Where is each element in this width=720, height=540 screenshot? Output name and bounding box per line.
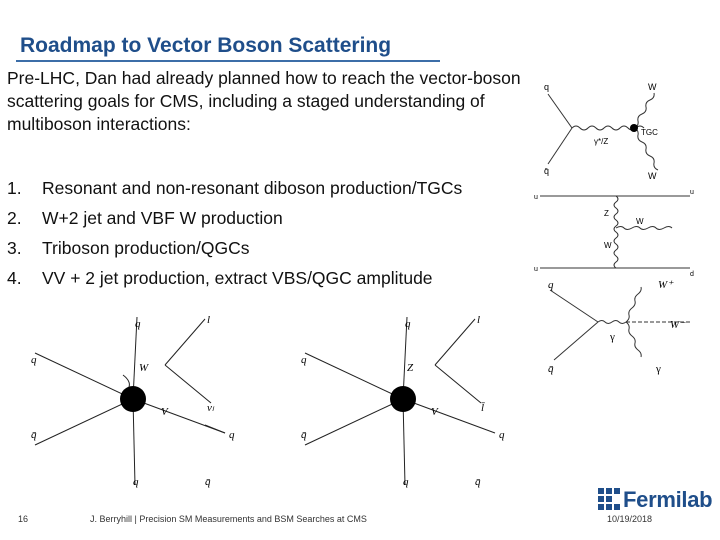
qgc-antiquark-label: q̄ <box>548 363 554 375</box>
zjj-quark-in-label: q <box>301 354 307 366</box>
roadmap-item <box>7 173 462 203</box>
vbf-quark-in-label: u <box>534 194 538 201</box>
item-text: Resonant and non-resonant diboson production/TGCs <box>42 178 463 198</box>
wjj-quark-bottom-label: q <box>133 476 139 488</box>
vbf-z-label: Z <box>604 209 609 218</box>
wjj-antiquark-in-label: q̄ <box>31 429 37 441</box>
roadmap-item <box>7 203 462 233</box>
tgc-vertex-label: TGC <box>641 128 658 137</box>
qgc-gamma-out-label: γ <box>656 363 661 375</box>
vbf-w-feynman-diagram <box>532 188 700 276</box>
fermilab-mark-icon <box>598 488 620 512</box>
wjj-w-label: W <box>139 362 149 374</box>
qgc-wplus-label: W⁺ <box>658 279 673 291</box>
vbf-quark-out-label: u <box>690 189 694 196</box>
zjj-antiquark-bottom-label: q̄ <box>475 476 481 488</box>
tgc-w-bottom-label: W <box>648 171 657 181</box>
tgc-w-top-label: W <box>648 82 657 92</box>
zjj-quark-bottom-label: q <box>403 476 409 488</box>
wjj-feynman-diagram <box>25 305 255 495</box>
vbf-w2-label: W <box>604 241 612 250</box>
item-text: W+2 jet and VBF W production <box>42 208 283 228</box>
item-number: 3. <box>7 238 22 258</box>
qgc-quark-label: q <box>548 279 554 291</box>
roadmap-item <box>7 263 462 293</box>
wjj-lepton-label: l <box>207 314 211 326</box>
footer-credit: J. Berryhill | Precision SM Measurements and BSM Searches at CMS <box>90 514 367 524</box>
fermilab-wordmark: Fermilab <box>623 487 713 512</box>
wjj-antiquark-bottom-label: q̄ <box>205 476 211 488</box>
intro-paragraph: Pre-LHC, Dan had already planned how to reach the vector-boson scattering goals for CMS, including a staged understanding of multiboson interactions: <box>7 68 521 134</box>
wjj-quark-top-label: q <box>135 318 141 330</box>
slide-title: Roadmap to Vector Boson Scattering <box>20 34 392 57</box>
wjj-quark-right-label: q <box>229 429 235 441</box>
item-text: VV + 2 jet production, extract VBS/QGC amplitude <box>42 268 433 288</box>
vbf-w1-label: W <box>636 217 644 226</box>
title-underline <box>16 60 440 62</box>
vbf-antiquark-out-label: d <box>690 271 694 276</box>
item-number: 1. <box>7 178 22 198</box>
tgc-feynman-diagram <box>538 76 668 186</box>
zjj-quark-top-label: q <box>405 318 411 330</box>
fermilab-logo <box>598 487 712 513</box>
item-number: 4. <box>7 268 22 288</box>
zjj-z-label: Z <box>407 362 414 374</box>
zjj-lepton-label: l <box>477 314 481 326</box>
roadmap-item <box>7 233 462 263</box>
zjj-antilepton-label: l̄ <box>481 402 485 414</box>
zjj-antiquark-in-label: q̄ <box>301 429 307 441</box>
item-number: 2. <box>7 208 22 228</box>
item-text: Triboson production/QGCs <box>42 238 250 258</box>
qgc-feynman-diagram <box>540 278 700 378</box>
qgc-gamma-mid-label: γ <box>610 331 615 343</box>
zjj-quark-right-label: q <box>499 429 505 441</box>
roadmap-list <box>7 173 462 293</box>
wjj-v-label: V <box>161 406 168 418</box>
wjj-neutrino-label: νₗ <box>207 402 214 414</box>
footer-date: 10/19/2018 <box>607 514 653 524</box>
zjj-v-label: V <box>431 406 438 418</box>
vbf-antiquark-in-label: u <box>534 266 538 273</box>
qgc-wminus-label: W⁻ <box>670 319 685 331</box>
zjj-feynman-diagram <box>295 305 525 495</box>
tgc-antiquark-label: q̄ <box>544 166 550 176</box>
page-number: 16 <box>18 514 29 524</box>
tgc-quark-label: q <box>544 82 550 92</box>
wjj-quark-in-label: q <box>31 354 37 366</box>
tgc-propagator-label: γ*/Z <box>594 137 609 146</box>
